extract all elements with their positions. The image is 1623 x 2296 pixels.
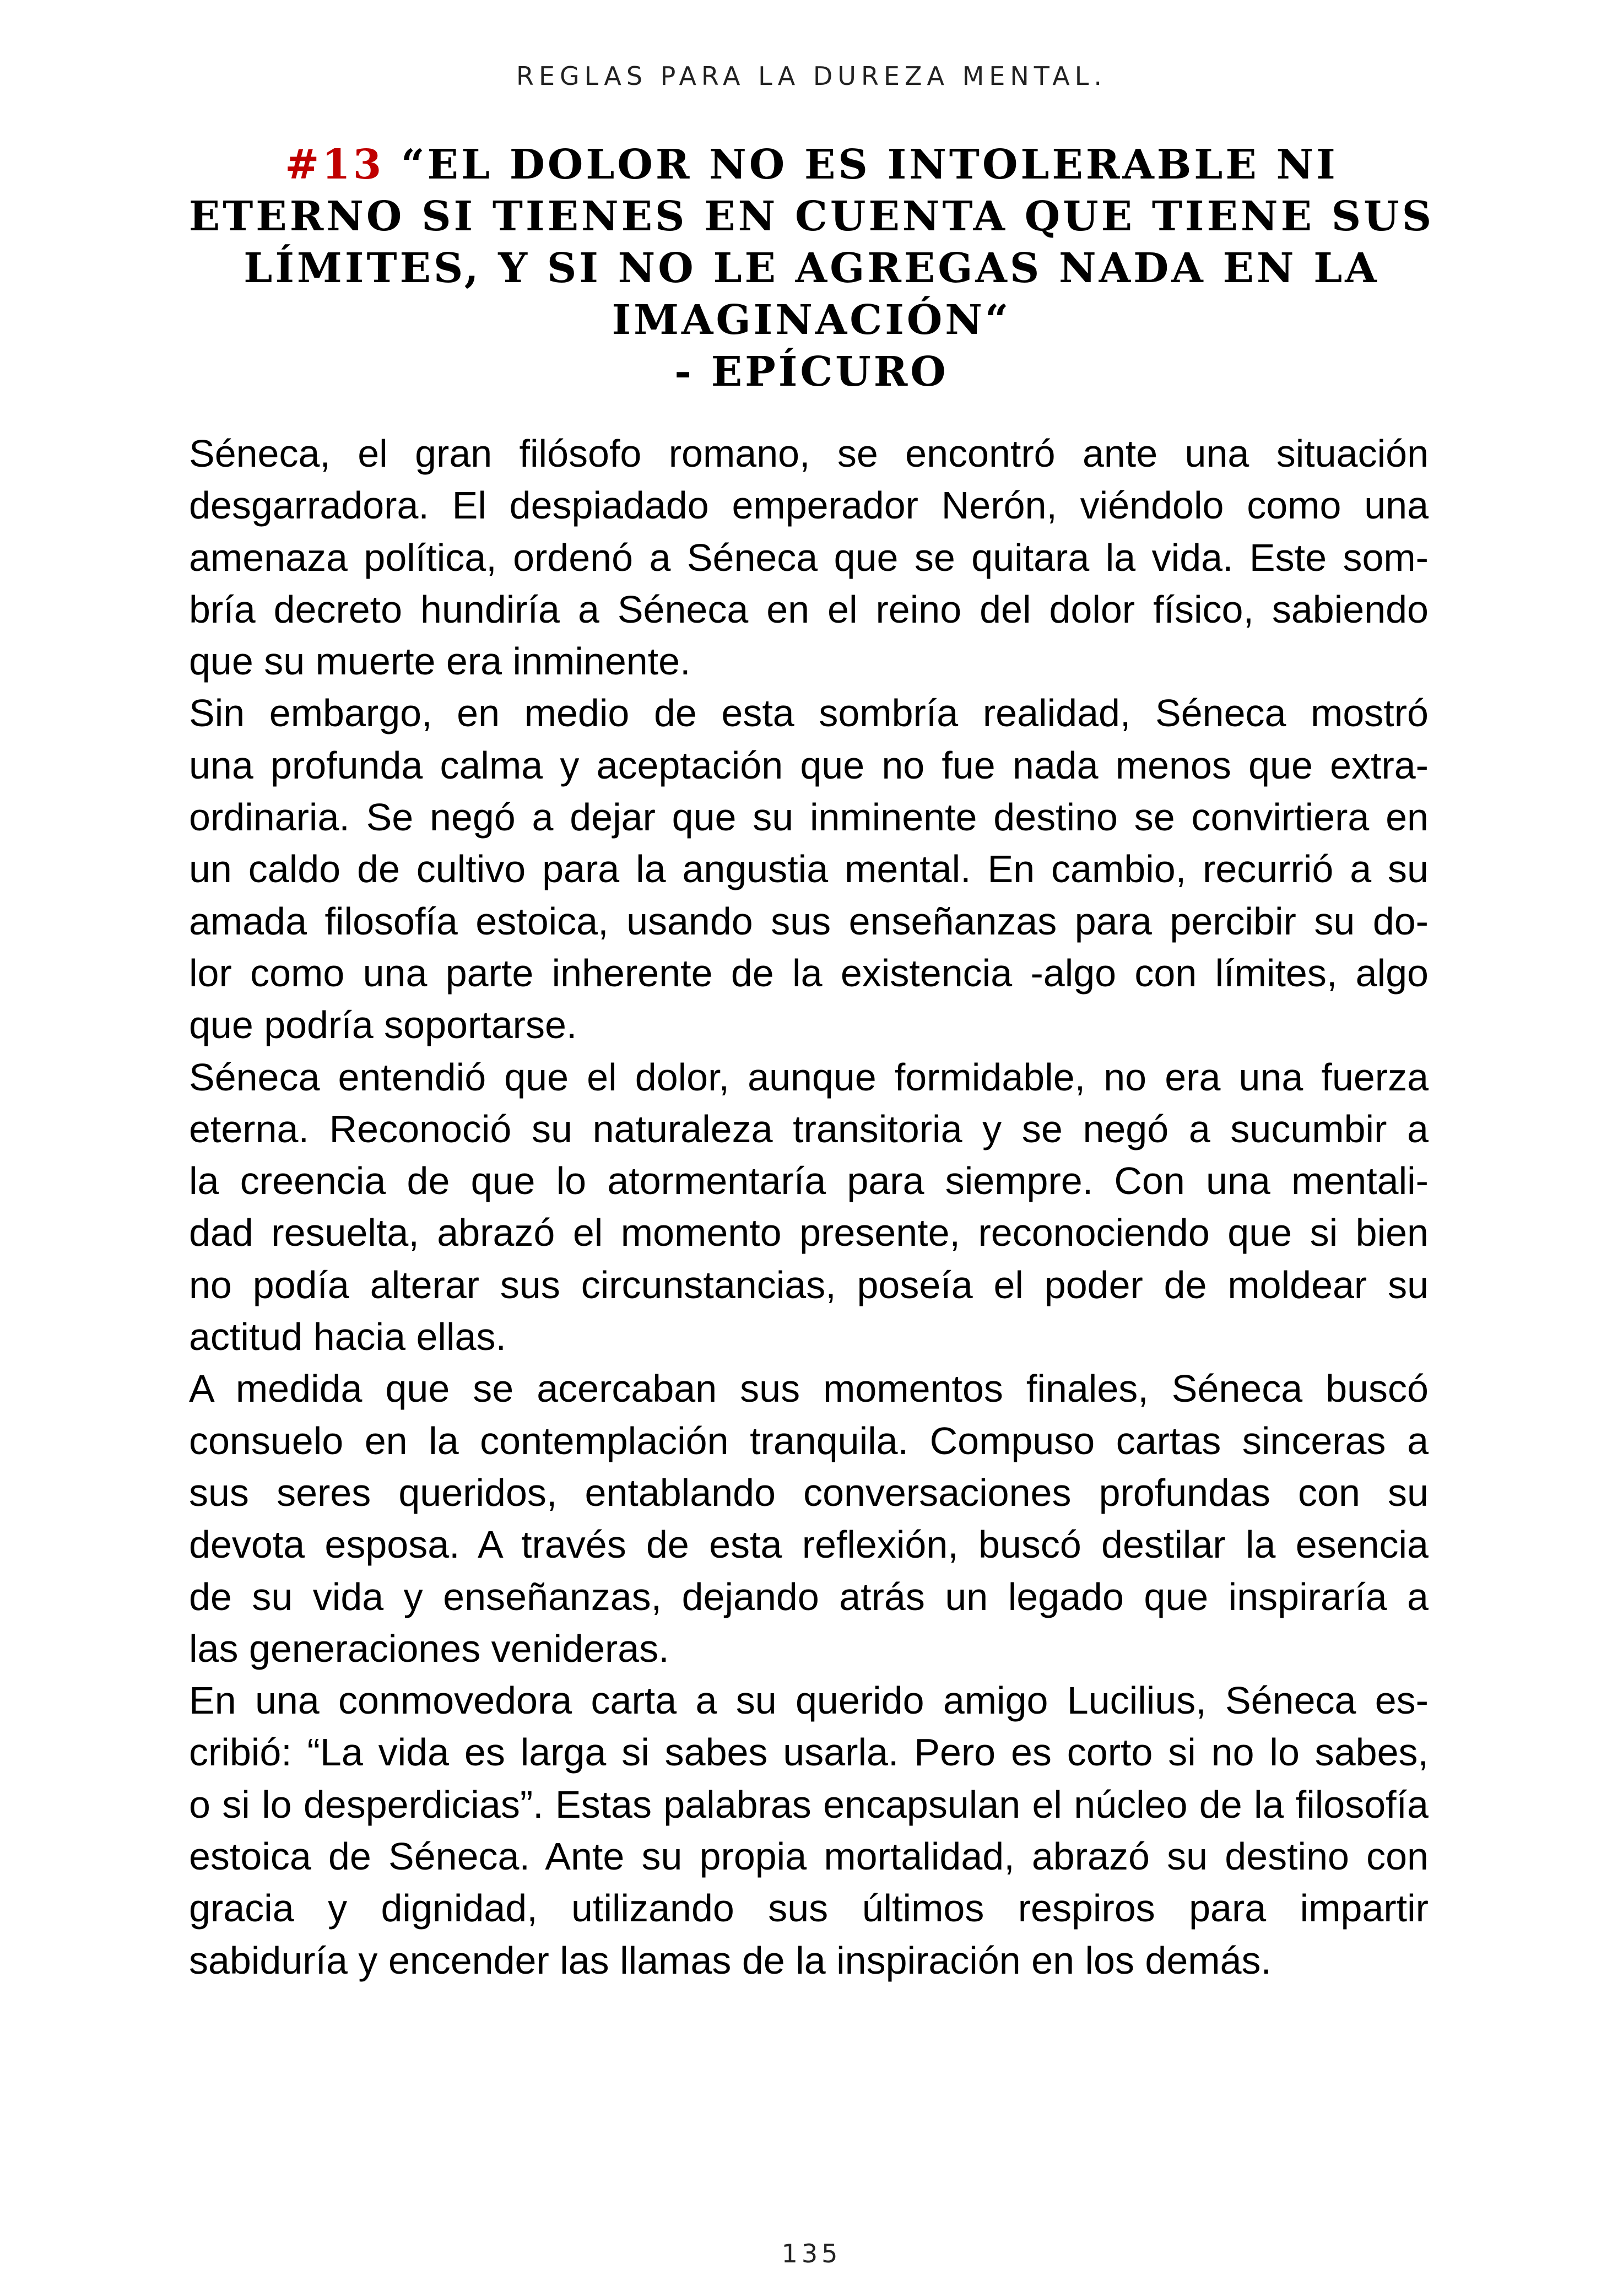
page-number: 135	[781, 2239, 842, 2268]
text-line: A medida que se acercaban sus momentos finales, Séneca buscó	[189, 1367, 1429, 1411]
text-line: ordinaria. Se negó a dejar que su inminente destino se convirtiera en	[189, 796, 1429, 839]
running-header: REGLAS PARA LA DUREZA MENTAL.	[516, 61, 1107, 91]
chapter-title-text: “EL DOLOR NO ES INTOLERABLE NI	[384, 141, 1338, 188]
paragraph	[189, 428, 1429, 687]
text-line: Séneca entendió que el dolor, aunque formidable, no era una fuerza	[189, 1055, 1429, 1099]
text-line: amada filosofía estoica, usando sus enseñanzas para percibir su do-	[189, 899, 1429, 943]
text-line: o si lo desperdicias”. Estas palabras encapsulan el núcleo de la filosofía	[189, 1782, 1429, 1826]
text-line: Séneca, el gran filósofo romano, se encontró ante una situación	[189, 432, 1429, 475]
text-line: las generaciones venideras.	[189, 1627, 669, 1670]
text-line: estoica de Séneca. Ante su propia mortalidad, abrazó su destino con	[189, 1835, 1429, 1878]
body-text	[189, 428, 1429, 1986]
chapter-number: #13	[285, 141, 385, 188]
text-line: lor como una parte inherente de la existencia -algo con límites, algo	[189, 951, 1429, 995]
chapter-title-line: ETERNO SI TIENES EN CUENTA QUE TIENE SUS	[188, 193, 1435, 240]
paragraph	[189, 1051, 1429, 1363]
text-line: sabiduría y encender las llamas de la inspiración en los demás.	[189, 1938, 1272, 1982]
chapter-title	[165, 139, 1458, 398]
chapter-title-line: IMAGINACIÓN“	[612, 296, 1011, 344]
text-line: eterna. Reconoció su naturaleza transitoria y se negó a sucumbir a	[189, 1107, 1429, 1150]
chapter-title-line: LÍMITES, Y SI NO LE AGREGAS NADA EN LA	[244, 245, 1379, 292]
text-line: Sin embargo, en medio de esta sombría realidad, Séneca mostró	[189, 691, 1429, 735]
chapter-title-line	[165, 139, 1458, 191]
text-line: bría decreto hundiría a Séneca en el reino del dolor físico, sabiendo	[189, 587, 1429, 631]
text-line: cribió: “La vida es larga si sabes usarla. Pero es corto si no lo sabes,	[189, 1731, 1429, 1774]
text-line: consuelo en la contemplación tranquila. Compuso cartas sinceras a	[189, 1419, 1429, 1462]
text-line: de su vida y enseñanzas, dejando atrás un legado que inspiraría a	[189, 1575, 1429, 1618]
text-line: una profunda calma y aceptación que no fue nada menos que extra-	[189, 743, 1429, 787]
text-line: actitud hacia ellas.	[189, 1315, 506, 1359]
paragraph	[189, 687, 1429, 1051]
text-line: no podía alterar sus circunstancias, poseía el poder de moldear su	[189, 1263, 1429, 1306]
paragraph	[189, 1363, 1429, 1674]
text-line: que su muerte era inminente.	[189, 640, 691, 683]
text-line: amenaza política, ordenó a Séneca que se quitara la vida. Este som-	[189, 536, 1429, 579]
text-line: sus seres queridos, entablando conversaciones profundas con su	[189, 1471, 1429, 1514]
text-line: devota esposa. A través de esta reflexión, buscó destilar la esencia	[189, 1523, 1429, 1566]
text-line: que podría soportarse.	[189, 1003, 577, 1047]
text-line: dad resuelta, abrazó el momento presente, reconociendo que si bien	[189, 1211, 1429, 1255]
text-line: gracia y dignidad, utilizando sus últimos respiros para impartir	[189, 1887, 1429, 1930]
text-line: la creencia de que lo atormentaría para siempre. Con una mentali-	[189, 1159, 1429, 1203]
text-line: desgarradora. El despiadado emperador Nerón, viéndolo como una	[189, 484, 1429, 527]
paragraph	[189, 1674, 1429, 1986]
quote-attribution: - EPÍCURO	[674, 348, 949, 396]
text-line: un caldo de cultivo para la angustia mental. En cambio, recurrió a su	[189, 847, 1429, 891]
text-line: En una conmovedora carta a su querido amigo Lucilius, Séneca es-	[189, 1679, 1429, 1722]
